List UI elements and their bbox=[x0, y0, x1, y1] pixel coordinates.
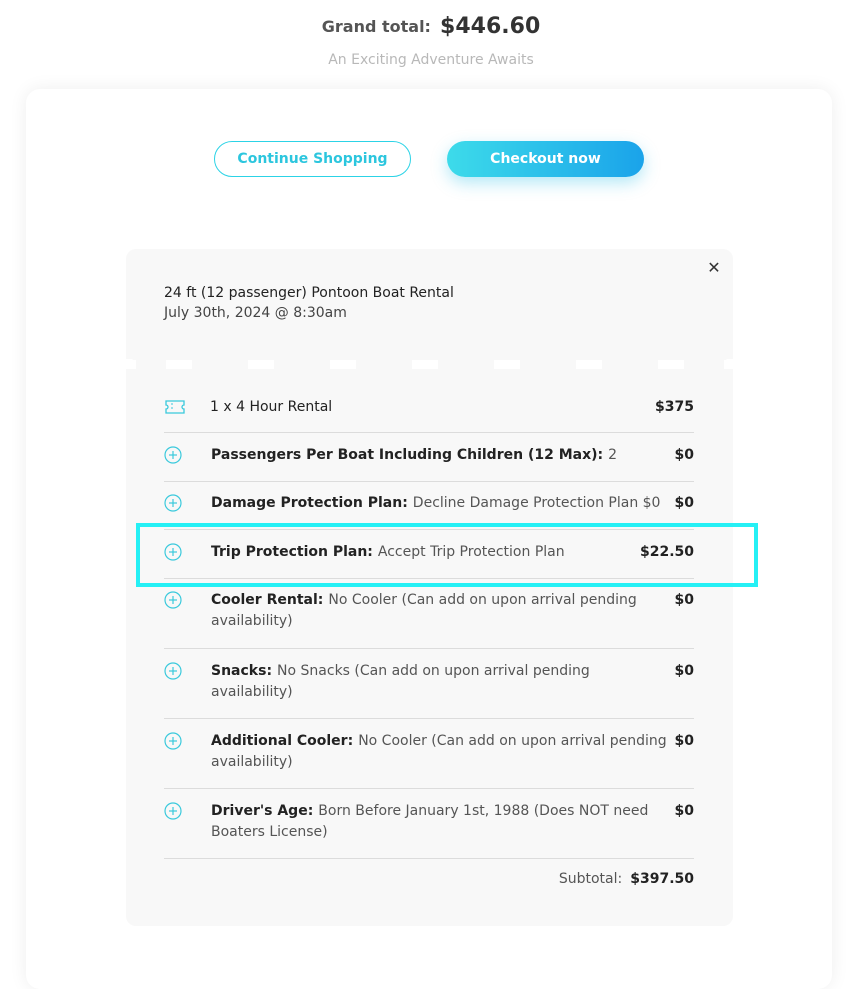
tagline: An Exciting Adventure Awaits bbox=[328, 52, 534, 68]
line-label: Cooler Rental: bbox=[211, 592, 324, 608]
line-price: $0 bbox=[674, 663, 694, 679]
grand-total-label: Grand total: bbox=[321, 17, 431, 36]
divider bbox=[164, 432, 694, 433]
divider bbox=[164, 788, 694, 789]
plus-circle-icon[interactable] bbox=[164, 445, 184, 472]
divider bbox=[164, 481, 694, 482]
plus-circle-icon[interactable] bbox=[164, 590, 184, 617]
line-label: Snacks: bbox=[211, 663, 273, 679]
plus-circle-icon[interactable] bbox=[164, 731, 184, 758]
divider bbox=[164, 858, 694, 859]
subtotal-value: $397.50 bbox=[630, 871, 694, 887]
line-price: $0 bbox=[674, 495, 694, 511]
subtotal-label: Subtotal: bbox=[558, 871, 623, 887]
plus-circle-icon[interactable] bbox=[164, 661, 184, 688]
line-value: Accept Trip Protection Plan bbox=[377, 544, 565, 560]
grand-total-value: $446.60 bbox=[440, 14, 541, 39]
line-label: Passengers Per Boat Including Children (12 Max): bbox=[211, 447, 604, 463]
line-value: No Cooler (Can add on upon arrival pending availability) bbox=[211, 592, 637, 629]
ticket-icon bbox=[164, 397, 186, 424]
line-label: Driver's Age: bbox=[211, 803, 314, 819]
highlight-box bbox=[136, 523, 758, 587]
line-label: Additional Cooler: bbox=[211, 733, 354, 749]
line-label: Trip Protection Plan: bbox=[211, 544, 373, 560]
line-value: Born Before January 1st, 1988 (Does NOT need Boaters License) bbox=[211, 803, 649, 840]
line-price: $375 bbox=[655, 399, 694, 415]
line-value: No Cooler (Can add on upon arrival pending availability) bbox=[211, 733, 667, 770]
line-price: $0 bbox=[674, 803, 694, 819]
line-price: $0 bbox=[674, 733, 694, 749]
line-value: No Snacks (Can add on upon arrival pending availability) bbox=[211, 663, 590, 700]
line-value: 2 bbox=[608, 447, 618, 463]
item-date: July 30th, 2024 @ 8:30am bbox=[164, 305, 347, 321]
line-value: Decline Damage Protection Plan $0 bbox=[412, 495, 661, 511]
grand-total bbox=[0, 14, 862, 39]
checkout-button[interactable]: Checkout now bbox=[447, 141, 644, 177]
line-price: $0 bbox=[674, 447, 694, 463]
ticket-perforation bbox=[126, 359, 733, 369]
plus-circle-icon[interactable] bbox=[164, 493, 184, 520]
divider bbox=[164, 648, 694, 649]
divider bbox=[164, 718, 694, 719]
line-price: $0 bbox=[674, 592, 694, 608]
plus-circle-icon[interactable] bbox=[164, 801, 184, 828]
continue-shopping-button[interactable]: Continue Shopping bbox=[214, 141, 411, 177]
line-price: $22.50 bbox=[639, 544, 694, 560]
subtotal bbox=[164, 871, 694, 887]
line-label: 1 x 4 Hour Rental bbox=[210, 399, 333, 415]
item-title: 24 ft (12 passenger) Pontoon Boat Rental bbox=[164, 285, 454, 301]
line-label: Damage Protection Plan: bbox=[211, 495, 408, 511]
close-icon[interactable]: ✕ bbox=[707, 258, 721, 277]
